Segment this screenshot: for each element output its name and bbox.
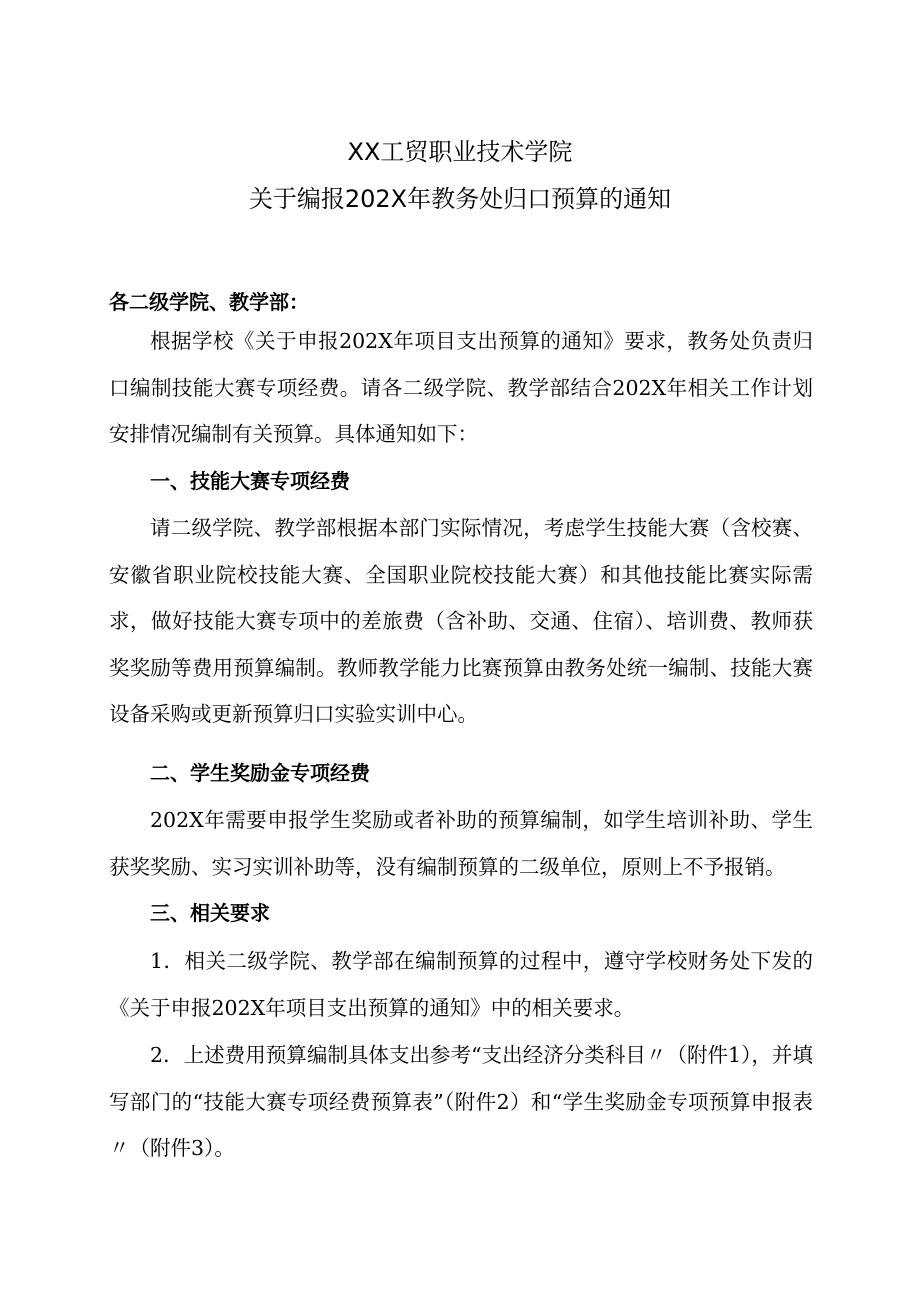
- notice-title: 关于编报202X年教务处归口预算的通知: [248, 185, 672, 213]
- section-3-heading: 三、相关要求: [150, 901, 270, 925]
- intro-paragraph: 根据学校《关于申报202X年项目支出预算的通知》要求，教务处负责归口编制技能大赛专项经费。请各二级学院、教学部结合202X年相关工作计划安排情况编制有关预算。具体通知如下：: [109, 329, 813, 446]
- section-1-heading: 一、技能大赛专项经费: [150, 469, 350, 493]
- section-1-paragraph: 请二级学院、教学部根据本部门实际情况，考虑学生技能大赛（含校赛、安徽省职业院校技能大赛、全国职业院校技能大赛）和其他技能比赛实际需求，做好技能大赛专项中的差旅费（含补助、交通、住宿）、培训费、教师获奖奖励等费用预算编制。教师教学能力比赛预算由教务处统一编制、技能大赛设备采购或更新预算归口实验实训中心。: [109, 516, 813, 726]
- section-2-paragraph: 202X年需要申报学生奖励或者补助的预算编制，如学生培训补助、学生获奖奖励、实习实训补助等，没有编制预算的二级单位，原则上不予报销。: [109, 808, 813, 879]
- requirement-item-2: 2．上述费用预算编制具体支出参考“支出经济分类科目〃（附件1），并填写部门的“技能大赛专项经费预算表”（附件2）和“学生奖励金专项预算申报表〃（附件3）。: [109, 1043, 813, 1160]
- section-2-heading: 二、学生奖励金专项经费: [150, 761, 370, 785]
- institution-title: XX工贸职业技术学院: [347, 138, 573, 166]
- requirement-item-1: 1．相关二级学院、教学部在编制预算的过程中，遵守学校财务处下发的《关于申报202X年项目支出预算的通知》中的相关要求。: [109, 949, 813, 1020]
- salutation: 各二级学院、教学部：: [109, 290, 309, 314]
